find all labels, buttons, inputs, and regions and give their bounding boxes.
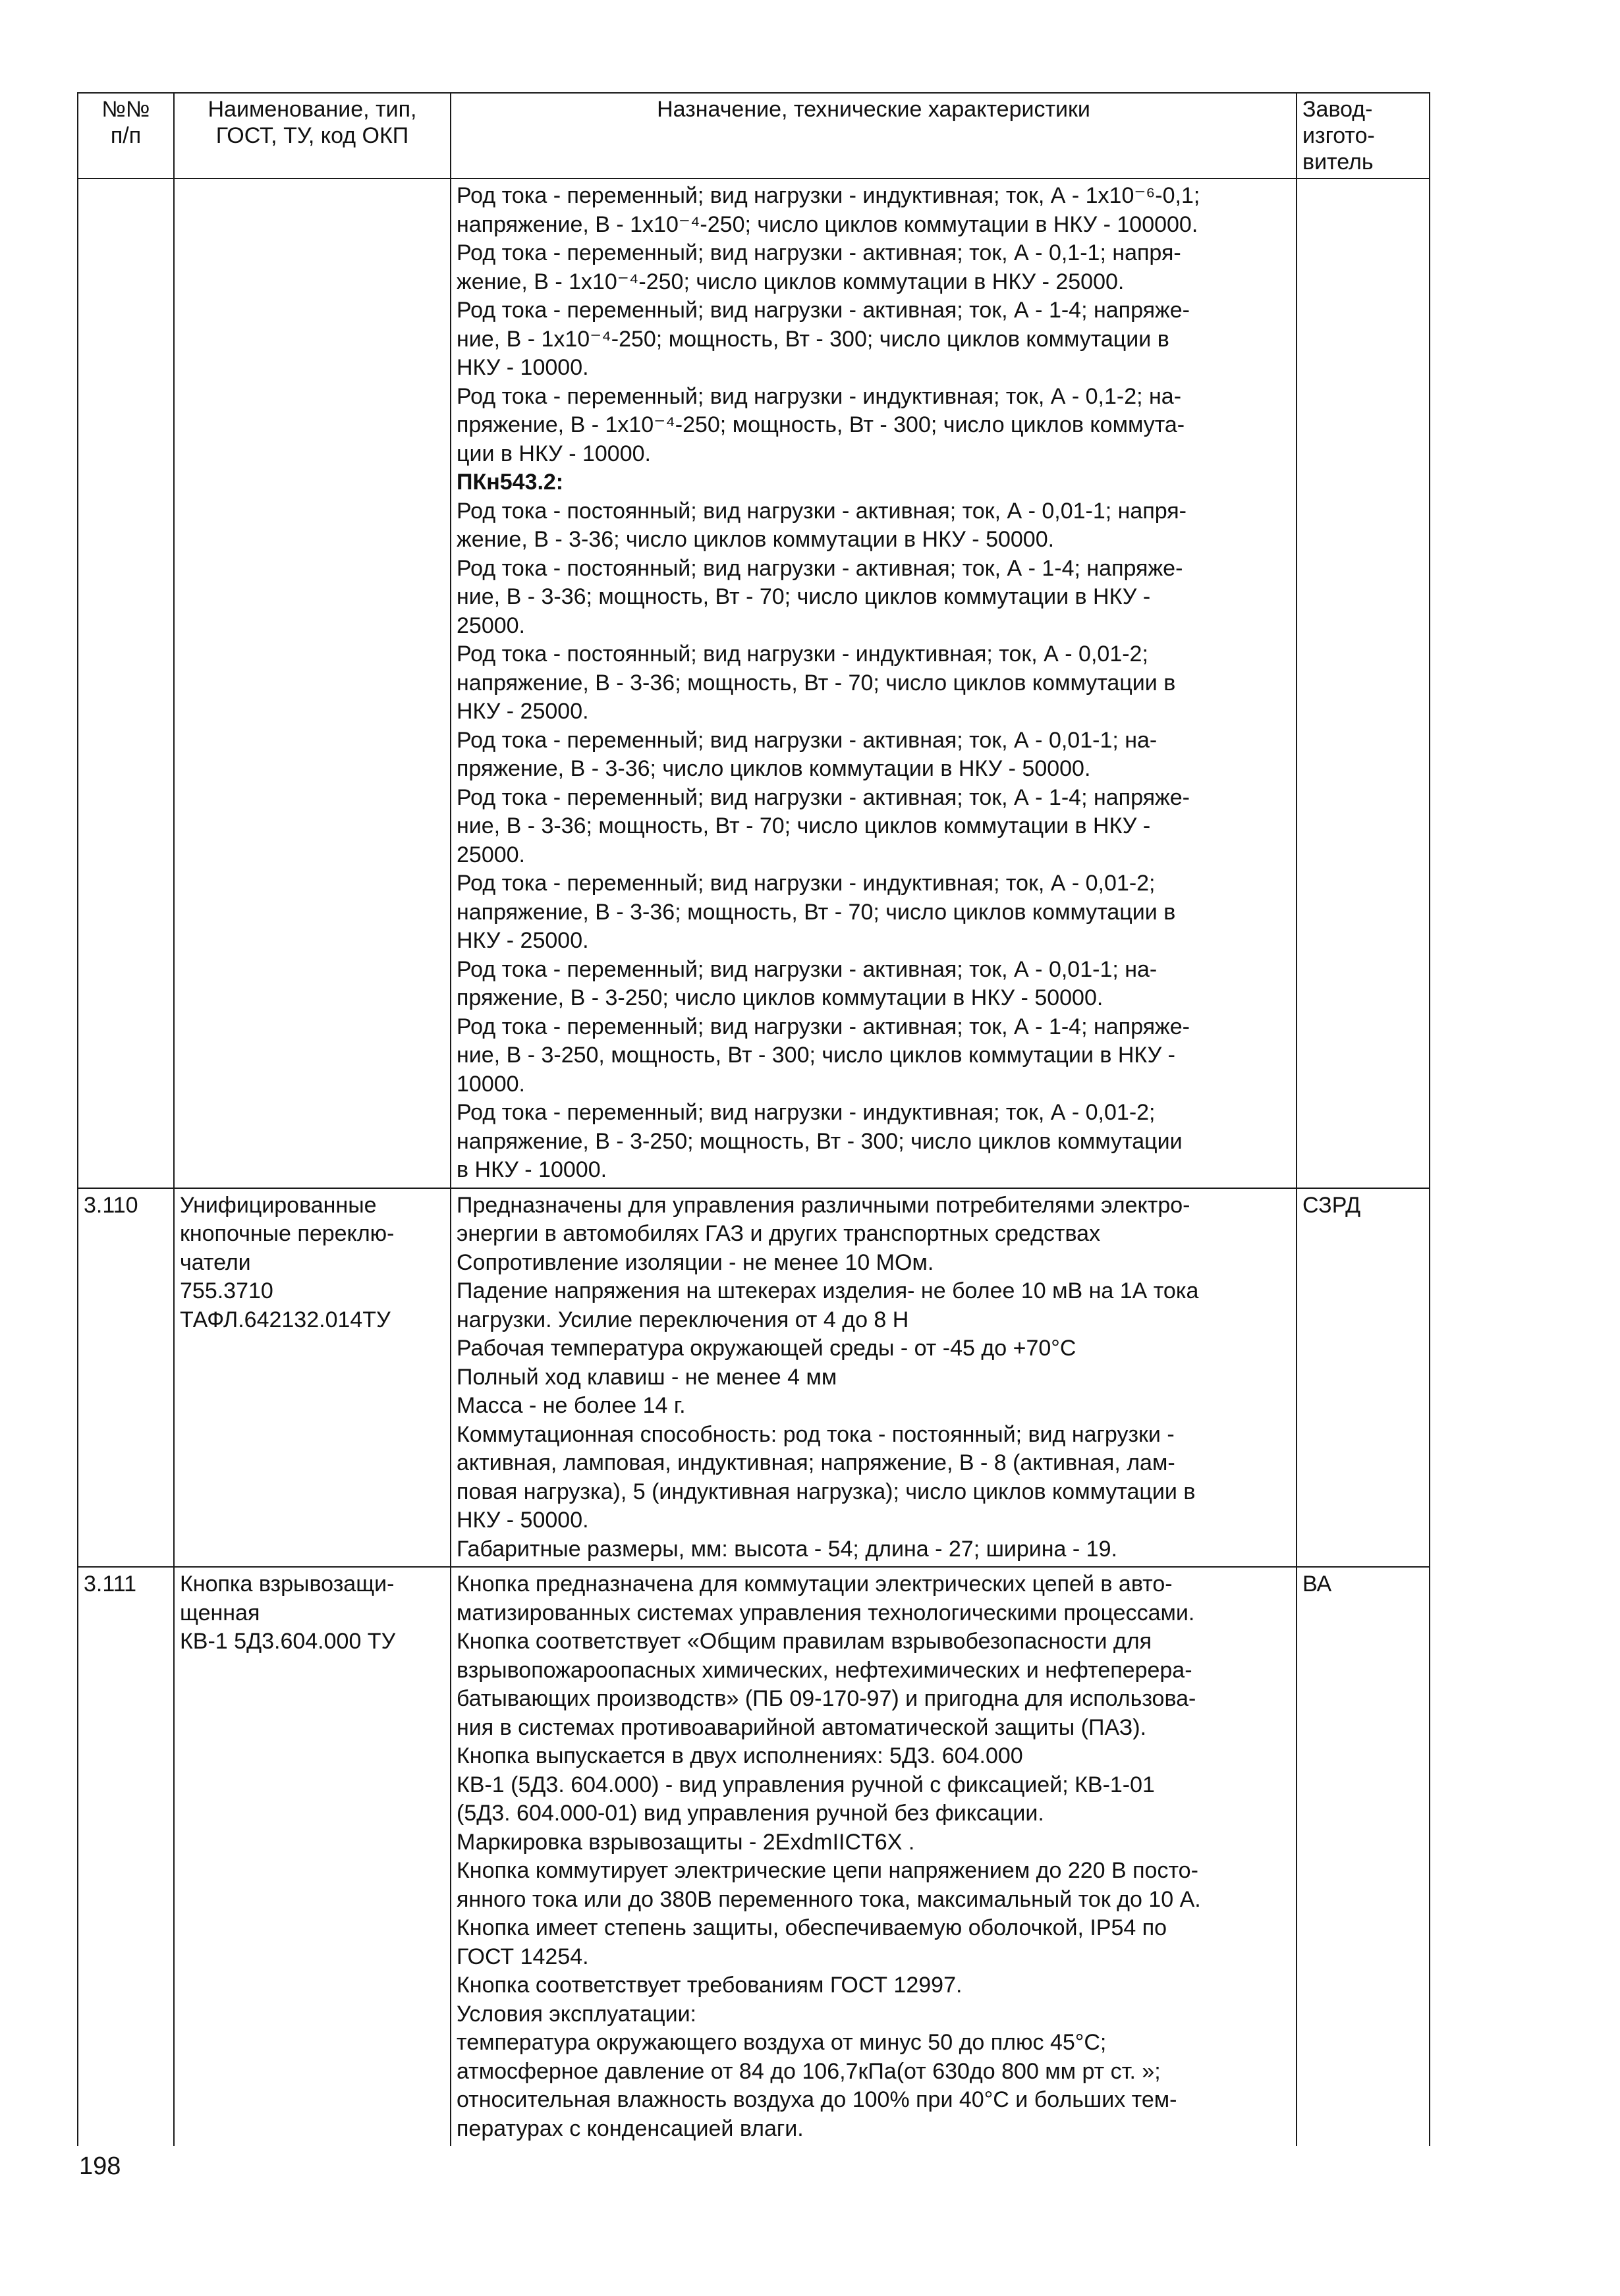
description-line: Кнопка имеет степень защиты, обеспечиваемую оболочкой, IP54 по (457, 1915, 1167, 1940)
description-line: ние, В - 3-250, мощность, Вт - 300; число циклов коммутации в НКУ - (457, 1043, 1175, 1068)
spec-table (77, 92, 1430, 2146)
description-line: жение, В - 1x10⁻⁴-250; число циклов коммутации в НКУ - 25000. (457, 269, 1125, 294)
item-name: Кнопка взрывозащи- щенная КВ-1 5Д3.604.000 ТУ (180, 1572, 396, 1654)
manufacturer: СЗРД (1302, 1192, 1361, 1218)
table-row (78, 1188, 1430, 1568)
description-line: (5Д3. 604.000-01) вид управления ручной без фиксации. (457, 1801, 1044, 1826)
description-line: Коммутационная способность: род тока - постоянный; вид нагрузки - (457, 1421, 1175, 1447)
description-line: НКУ - 25000. (457, 928, 589, 953)
description-line: батывающих производств» (ПБ 09-170-97) и пригодна для использова- (457, 1686, 1196, 1711)
description-line: Род тока - переменный; вид нагрузки - индуктивная; ток, А - 1x10⁻⁶-0,1; (457, 183, 1200, 208)
description-line: напряжение, В - 3-36; мощность, Вт - 70; число циклов коммутации в (457, 670, 1176, 696)
description-line: Род тока - переменный; вид нагрузки - индуктивная; ток, А - 0,01-2; (457, 871, 1156, 896)
item-description-cell (451, 1188, 1297, 1568)
description-line: Род тока - переменный; вид нагрузки - активная; ток, А - 0,01-1; на- (457, 727, 1158, 753)
item-name-cell (174, 1567, 451, 2146)
item-name: Унифицированные кнопочные переклю- чатели 755.3710 ТАФЛ.642132.014ТУ (180, 1192, 395, 1332)
description-line: матизированных системах управления технологическими процессами. (457, 1600, 1195, 1626)
manufacturer-cell (1297, 1567, 1430, 2146)
description-line: 10000. (457, 1071, 525, 1097)
description-line: НКУ - 10000. (457, 355, 589, 380)
header-description: Назначение, технические характеристики (451, 93, 1297, 178)
manufacturer: ВА (1302, 1572, 1332, 1597)
description-line: КВ-1 (5Д3. 604.000) - вид управления ручной с фиксацией; КВ-1-01 (457, 1772, 1155, 1797)
header-manufacturer: Завод- изгото- витель (1297, 93, 1430, 178)
header-number: №№ п/п (78, 93, 174, 178)
description-line: Кнопка соответствует требованиям ГОСТ 12997. (457, 1973, 963, 1998)
item-number-cell (78, 178, 174, 1188)
item-description-cell (451, 178, 1297, 1188)
description-line: температура окружающего воздуха от минус 50 до плюс 45°С; (457, 2030, 1107, 2055)
description-line: Падение напряжения на штекерах изделия- не более 10 мВ на 1А тока (457, 1278, 1199, 1303)
description-line: Сопротивление изоляции - не менее 10 МОм. (457, 1249, 934, 1275)
table-row (78, 178, 1430, 1188)
description-line: Род тока - переменный; вид нагрузки - активная; ток, А - 1-4; напряже- (457, 298, 1190, 323)
description-line: напряжение, В - 1x10⁻⁴-250; число циклов коммутации в НКУ - 100000. (457, 211, 1198, 237)
description-line: Кнопка соответствует «Общим правилам взрывобезопасности для (457, 1629, 1152, 1654)
table-header-row (78, 93, 1430, 178)
description-line: напряжение, В - 3-36; мощность, Вт - 70; число циклов коммутации в (457, 899, 1176, 925)
description-line: пряжение, В - 1x10⁻⁴-250; мощность, Вт - 300; число циклов коммута- (457, 412, 1185, 437)
description-line: ния в системах противоаварийной автоматической защиты (ПАЗ). (457, 1714, 1147, 1740)
description-line: НКУ - 50000. (457, 1508, 589, 1533)
item-number-cell (78, 1567, 174, 2146)
description-line: пряжение, В - 3-36; число циклов коммутации в НКУ - 50000. (457, 756, 1091, 781)
item-number: 3.111 (84, 1572, 137, 1597)
description-line: пряжение, В - 3-250; число циклов коммутации в НКУ - 50000. (457, 985, 1103, 1010)
item-name-cell (174, 1188, 451, 1568)
description-line: Род тока - постоянный; вид нагрузки - индуктивная; ток, А - 0,01-2; (457, 642, 1148, 667)
description-line: ГОСТ 14254. (457, 1944, 589, 1969)
description-line: Род тока - переменный; вид нагрузки - активная; ток, А - 1-4; напряже- (457, 784, 1190, 810)
description-line: Род тока - переменный; вид нагрузки - индуктивная; ток, А - 0,1-2; на- (457, 383, 1182, 409)
item-number: 3.110 (84, 1192, 138, 1218)
description-line: НКУ - 25000. (457, 699, 589, 724)
description-line: пературах с конденсацией влаги. (457, 2116, 804, 2141)
description-line: ние, В - 3-36; мощность, Вт - 70; число циклов коммутации в НКУ - (457, 584, 1151, 609)
description-line: Маркировка взрывозащиты - 2ExdmIICT6X . (457, 1829, 915, 1855)
description-line: Предназначены для управления различными потребителями электро- (457, 1192, 1190, 1218)
description-line: атмосферное давление от 84 до 106,7кПа(от 630до 800 мм рт ст. »; (457, 2058, 1161, 2084)
description-line: Кнопка предназначена для коммутации электрических цепей в авто- (457, 1572, 1173, 1597)
description-line: янного тока или до 380В переменного тока, максимальный ток до 10 А. (457, 1886, 1201, 1912)
description-line: Полный ход клавиш - не менее 4 мм (457, 1364, 837, 1390)
description-line: ние, В - 3-36; мощность, Вт - 70; число циклов коммутации в НКУ - (457, 813, 1151, 838)
item-description-cell (451, 1567, 1297, 2146)
table-body (78, 178, 1430, 2146)
item-name-cell (174, 178, 451, 1188)
item-number-cell (78, 1188, 174, 1568)
description-line: Масса - не более 14 г. (457, 1393, 686, 1418)
description-line: 25000. (457, 842, 525, 867)
description-line: Род тока - переменный; вид нагрузки - активная; ток, А - 0,1-1; напря- (457, 240, 1181, 265)
description-line: Кнопка выпускается в двух исполнениях: 5Д3. 604.000 (457, 1743, 1023, 1768)
description-line: относительная влажность воздуха до 100% при 40°С и больших тем- (457, 2087, 1177, 2112)
description-line: Габаритные размеры, мм: высота - 54; длина - 27; ширина - 19. (457, 1536, 1117, 1562)
description-line: жение, В - 3-36; число циклов коммутации в НКУ - 50000. (457, 527, 1055, 552)
table-row (78, 1567, 1430, 2146)
description-line: повая нагрузка), 5 (индуктивная нагрузка); число циклов коммутации в (457, 1479, 1196, 1504)
description-line: Род тока - постоянный; вид нагрузки - активная; ток, А - 1-4; напряже- (457, 555, 1183, 581)
description-line: Кнопка коммутирует электрические цепи напряжением до 220 В посто- (457, 1858, 1198, 1883)
manufacturer-cell (1297, 178, 1430, 1188)
description-line: напряжение, В - 3-250; мощность, Вт - 300; число циклов коммутации (457, 1128, 1183, 1154)
description-line: в НКУ - 10000. (457, 1157, 607, 1182)
description-line: Рабочая температура окружающей среды - от -45 до +70°С (457, 1336, 1076, 1361)
page-number: 198 (79, 2152, 121, 2180)
description-line: 25000. (457, 613, 525, 638)
description-line: ние, В - 1x10⁻⁴-250; мощность, Вт - 300; число циклов коммутации в (457, 326, 1169, 352)
description-line: нагрузки. Усилие переключения от 4 до 8 Н (457, 1307, 909, 1332)
description-line: Условия эксплуатации: (457, 2001, 697, 2027)
description-line: Род тока - переменный; вид нагрузки - активная; ток, А - 0,01-1; на- (457, 956, 1158, 982)
description-line: активная, ламповая, индуктивная; напряжение, В - 8 (активная, лам- (457, 1450, 1175, 1475)
description-line: ции в НКУ - 10000. (457, 441, 651, 466)
description-line: Род тока - переменный; вид нагрузки - активная; ток, А - 1-4; напряже- (457, 1014, 1190, 1039)
description-line: взрывопожароопасных химических, нефтехимических и нефтеперера- (457, 1657, 1192, 1683)
description-line: Род тока - постоянный; вид нагрузки - активная; ток, А - 0,01-1; напря- (457, 498, 1187, 524)
description-line: энергии в автомобилях ГАЗ и других транспортных средствах (457, 1221, 1101, 1246)
description-line: Род тока - переменный; вид нагрузки - индуктивная; ток, А - 0,01-2; (457, 1100, 1156, 1125)
manufacturer-cell (1297, 1188, 1430, 1568)
description-line: ПКн543.2: (457, 470, 564, 495)
header-name: Наименование, тип, ГОСТ, ТУ, код ОКП (174, 93, 451, 178)
